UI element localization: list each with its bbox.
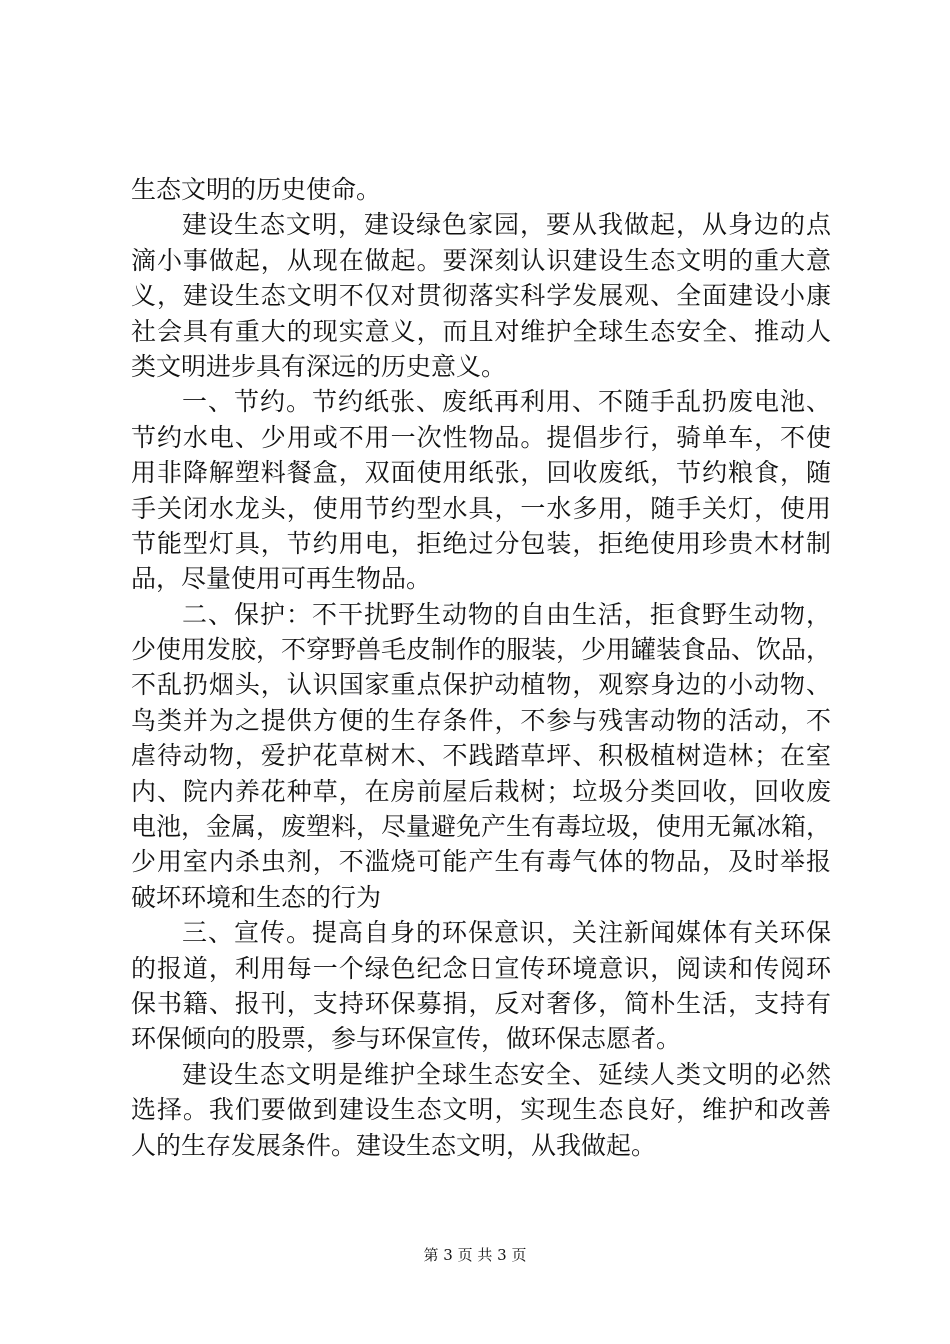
text-line: 不乱扔烟头，认识国家重点保护动植物，观察身边的小动物、 xyxy=(131,670,831,700)
text-line: 电池，金属，废塑料，尽量避免产生有毒垃圾，使用无氟冰箱， xyxy=(131,812,832,842)
text-line: 建设生态文明是维护全球生态安全、延续人类文明的必然 xyxy=(182,1059,831,1089)
text-line: 的报道，利用每一个绿色纪念日宣传环境意识，阅读和传阅环 xyxy=(131,953,831,983)
text-line: 破坏环境和生态的行为 xyxy=(131,882,382,912)
text-line: 义，建设生态文明不仅对贯彻落实科学发展观、全面建设小康 xyxy=(131,281,831,311)
text-line: 人的生存发展条件。建设生态文明，从我做起。 xyxy=(131,1130,657,1160)
text-line: 虐待动物，爱护花草树木、不践踏草坪、积极植树造林；在室 xyxy=(131,741,831,771)
text-line: 生态文明的历史使命。 xyxy=(131,175,382,204)
text-line: 用非降解塑料餐盒，双面使用纸张，回收废纸，节约粮食，随 xyxy=(131,458,831,488)
text-line: 社会具有重大的现实意义，而且对维护全球生态安全、推动人 xyxy=(131,316,831,346)
text-line: 少使用发胶，不穿野兽毛皮制作的服装，少用罐装食品、饮品， xyxy=(131,635,832,665)
text-line: 环保倾向的股票，参与环保宣传，做环保志愿者。 xyxy=(131,1024,682,1054)
text-line: 一、节约。节约纸张、废纸再利用、不随手乱扔废电池、 xyxy=(182,387,831,417)
text-line: 类文明进步具有深远的历史意义。 xyxy=(131,351,507,381)
text-line: 少用室内杀虫剂，不滥烧可能产生有毒气体的物品，及时举报 xyxy=(131,847,831,877)
text-line: 手关闭水龙头，使用节约型水具，一水多用，随手关灯，使用 xyxy=(131,493,831,523)
text-line: 三、宣传。提高自身的环保意识，关注新闻媒体有关环保 xyxy=(182,918,831,948)
text-line: 品，尽量使用可再生物品。 xyxy=(131,564,432,594)
text-line: 保书籍、报刊，支持环保募捐，反对奢侈，简朴生活，支持有 xyxy=(131,988,831,1018)
page-footer: 第 3 页 共 3 页 xyxy=(423,1246,527,1264)
text-line: 选择。我们要做到建设生态文明，实现生态良好，维护和改善 xyxy=(131,1095,831,1125)
document-body xyxy=(131,172,831,1163)
text-line: 节约水电、少用或不用一次性物品。提倡步行，骑单车，不使 xyxy=(131,422,831,452)
text-line: 节能型灯具，节约用电，拒绝过分包装，拒绝使用珍贵木材制 xyxy=(131,528,831,558)
text-line: 二、保护：不干扰野生动物的自由生活，拒食野生动物， xyxy=(182,599,831,629)
text-line: 鸟类并为之提供方便的生存条件，不参与残害动物的活动，不 xyxy=(131,705,831,735)
text-line: 建设生态文明，建设绿色家园，要从我做起，从身边的点 xyxy=(182,210,831,240)
text-line: 内、院内养花种草，在房前屋后栽树；垃圾分类回收，回收废 xyxy=(131,776,831,806)
text-line: 滴小事做起，从现在做起。要深刻认识建设生态文明的重大意 xyxy=(131,245,831,275)
